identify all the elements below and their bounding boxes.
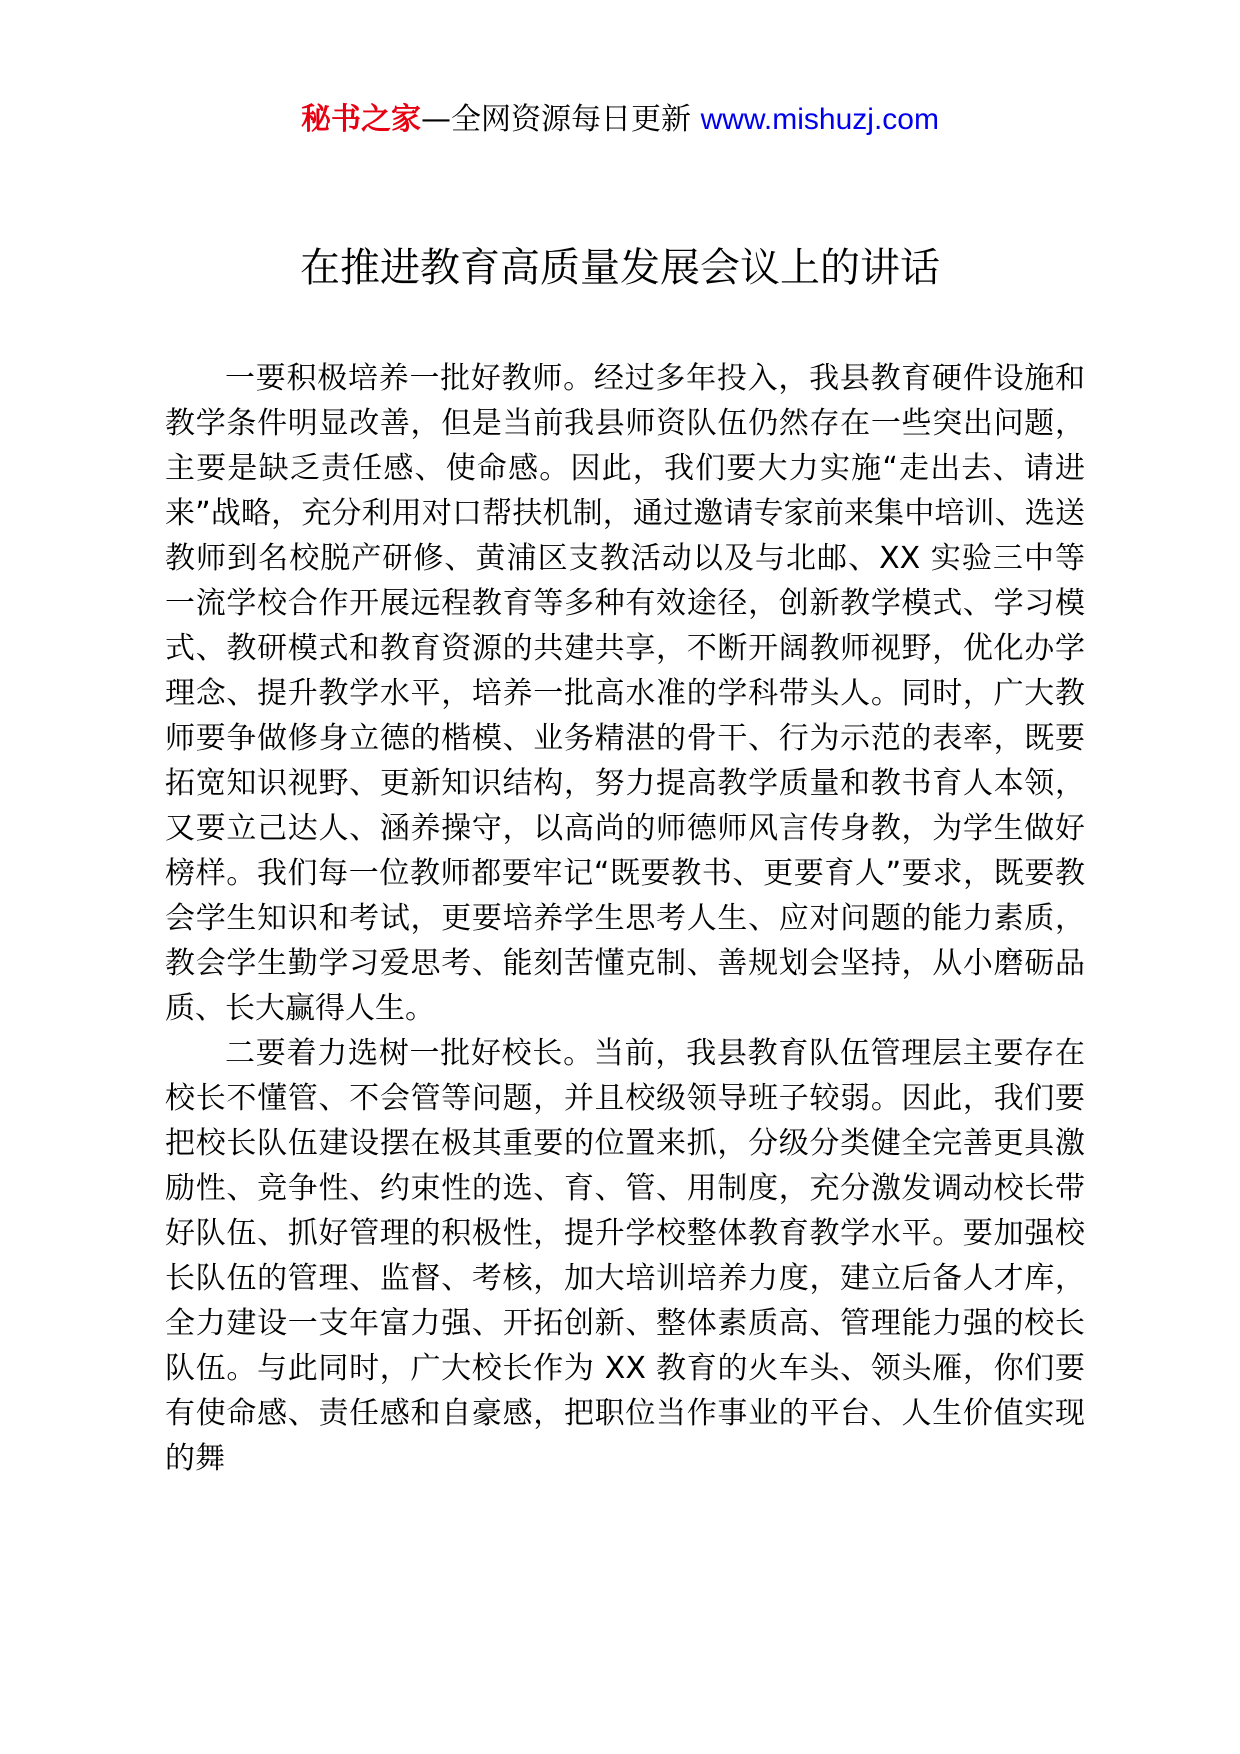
watermark-header [0,100,1240,140]
header-tagline: —全网资源每日更新 [421,102,692,137]
paragraph-principals: 二要着力选树一批好校长。当前，我县教育队伍管理层主要存在校长不懂管、不会管等问题，并且校级领导班子较弱。因此，我们要把校长队伍建设摆在极其重要的位置来抓，分级分类健全完善更具激励性、竞争性、约束性的选、育、管、用制度，充分激发调动校长带好队伍、抓好管理的积极性，提升学校整体教育教学水平。要加强校长队伍的管理、监督、考核，加大培训培养力度，建立后备人才库，全力建设一支年富力强、开拓创新、整体素质高、管理能力强的校长队伍。与此同时，广大校长作为 XX 教育的火车头、领头雁，你们要有使命感、责任感和自豪感，把职位当作事业的平台、人生价值实现的舞 [165,1036,1085,1476]
paragraph-teachers: 一要积极培养一批好教师。经过多年投入，我县教育硬件设施和教学条件明显改善，但是当前我县师资队伍仍然存在一些突出问题，主要是缺乏责任感、使命感。因此，我们要大力实施“走出去、请进来”战略，充分利用对口帮扶机制，通过邀请专家前来集中培训、选送教师到名校脱产研修、黄浦区支教活动以及与北邮、XX 实验三中等一流学校合作开展远程教育等多种有效途径，创新教学模式、学习模式、教研模式和教育资源的共建共享，不断开阔教师视野，优化办学理念、提升教学水平，培养一批高水准的学科带头人。同时，广大教师要争做修身立德的楷模、业务精湛的骨干、行为示范的表率，既要拓宽知识视野、更新知识结构，努力提高教学质量和教书育人本领，又要立己达人、涵养操守，以高尚的师德师风言传身教，为学生做好榜样。我们每一位教师都要牢记“既要教书、更要育人”要求，既要教会学生知识和考试，更要培养学生思考人生、应对问题的能力素质，教会学生勤学习爱思考、能刻苦懂克制、善规划会坚持，从小磨砺品质、长大赢得人生。 [165,361,1085,1026]
site-link[interactable]: www.mishuzj.com [700,103,939,136]
document-title: 在推进教育高质量发展会议上的讲话 [300,245,940,291]
document-body [165,356,1085,1481]
brand-name: 秘书之家 [301,102,422,137]
